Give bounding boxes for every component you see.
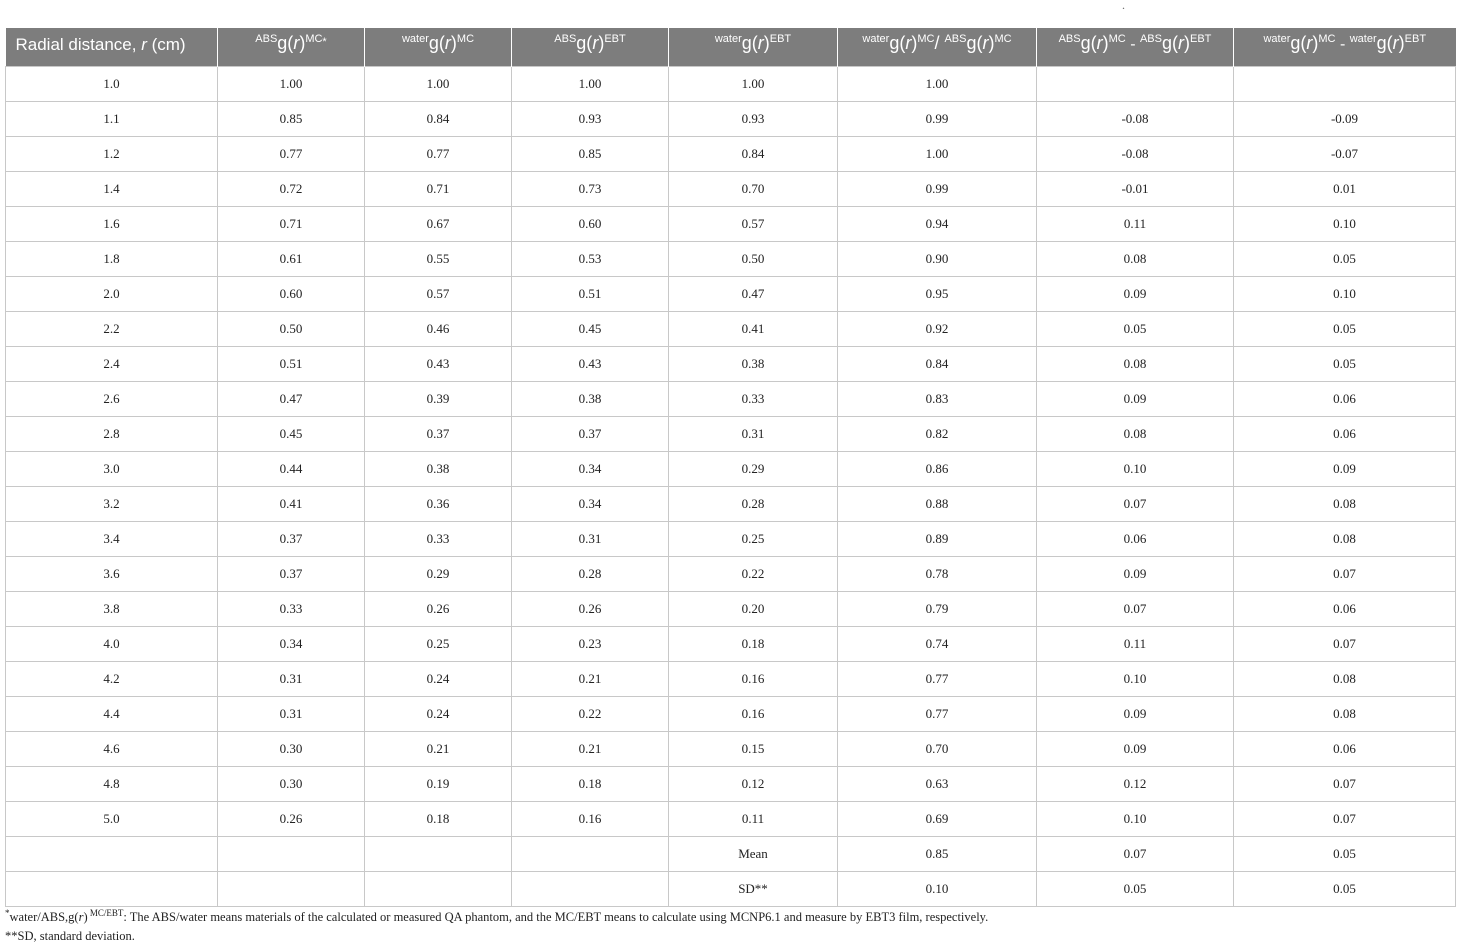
table-cell: 0.34 xyxy=(512,451,669,486)
table-cell: 0.08 xyxy=(1234,486,1456,521)
table-row xyxy=(6,136,1456,171)
table-cell: 0.63 xyxy=(838,766,1037,801)
table-cell: 0.93 xyxy=(669,101,838,136)
table-cell: 0.20 xyxy=(669,591,838,626)
table-cell: 1.0 xyxy=(6,66,218,101)
table-cell: 4.8 xyxy=(6,766,218,801)
table-cell: 0.08 xyxy=(1037,241,1234,276)
table-cell: 0.31 xyxy=(218,661,365,696)
table-cell: 0.31 xyxy=(669,416,838,451)
table-cell: 0.39 xyxy=(365,381,512,416)
table-cell: 0.07 xyxy=(1234,766,1456,801)
footnotes xyxy=(5,908,988,946)
table-cell: 0.51 xyxy=(512,276,669,311)
table-row xyxy=(6,661,1456,696)
table-cell: 0.77 xyxy=(838,696,1037,731)
table-cell: 0.05 xyxy=(1234,346,1456,381)
table-row xyxy=(6,486,1456,521)
table-cell: 0.15 xyxy=(669,731,838,766)
table-row xyxy=(6,451,1456,486)
table-cell: 0.83 xyxy=(838,381,1037,416)
table-cell: 0.11 xyxy=(669,801,838,836)
table-cell: 1.00 xyxy=(218,66,365,101)
table-body xyxy=(6,66,1456,906)
table-cell: 0.24 xyxy=(365,696,512,731)
table-cell: 0.21 xyxy=(512,731,669,766)
table-cell: 0.78 xyxy=(838,556,1037,591)
table-cell: 0.47 xyxy=(669,276,838,311)
table-cell: 0.99 xyxy=(838,171,1037,206)
table-cell: 0.22 xyxy=(669,556,838,591)
table-cell: 0.07 xyxy=(1234,626,1456,661)
table-cell xyxy=(1037,66,1234,101)
table-cell: 0.18 xyxy=(512,766,669,801)
table-cell: 4.6 xyxy=(6,731,218,766)
table-cell: 0.99 xyxy=(838,101,1037,136)
table-cell: 0.34 xyxy=(218,626,365,661)
table-cell: 1.8 xyxy=(6,241,218,276)
table-cell: 0.74 xyxy=(838,626,1037,661)
table-cell: 0.70 xyxy=(669,171,838,206)
table-cell: 1.2 xyxy=(6,136,218,171)
table-cell: 0.29 xyxy=(365,556,512,591)
table-cell: 0.38 xyxy=(669,346,838,381)
table-cell: 0.18 xyxy=(669,626,838,661)
table-cell: 0.77 xyxy=(218,136,365,171)
table-cell xyxy=(6,836,218,871)
table-row xyxy=(6,241,1456,276)
table-cell: 0.84 xyxy=(669,136,838,171)
table-cell: 1.00 xyxy=(838,136,1037,171)
table-cell: 0.09 xyxy=(1234,451,1456,486)
table-cell: 0.86 xyxy=(838,451,1037,486)
table-row xyxy=(6,101,1456,136)
table-cell: 0.31 xyxy=(512,521,669,556)
table-cell: 3.6 xyxy=(6,556,218,591)
table-row xyxy=(6,801,1456,836)
table-cell: 3.0 xyxy=(6,451,218,486)
table-cell: 0.09 xyxy=(1037,381,1234,416)
table-cell xyxy=(365,836,512,871)
table-cell xyxy=(365,871,512,906)
table-cell: 0.53 xyxy=(512,241,669,276)
footnote-sd: **SD, standard deviation. xyxy=(5,929,135,943)
table-cell: 0.90 xyxy=(838,241,1037,276)
table-cell: 0.41 xyxy=(218,486,365,521)
table-row xyxy=(6,66,1456,101)
table-cell: 3.4 xyxy=(6,521,218,556)
table-cell: 0.07 xyxy=(1037,486,1234,521)
table-cell: 0.57 xyxy=(669,206,838,241)
table-cell: 0.71 xyxy=(365,171,512,206)
table-row xyxy=(6,346,1456,381)
table-cell: 0.26 xyxy=(365,591,512,626)
table-cell xyxy=(1234,66,1456,101)
table-row xyxy=(6,416,1456,451)
footnote-abbreviations: *water/ABS,g(r) $^{MC/EBT}$: The ABS/water means materials of the calculated or measured QA phantom, and the MC/EBT means to calculate using MCNP6.1 and measure by EBT3 film, respectively. xyxy=(5,908,989,924)
table-cell: -0.07 xyxy=(1234,136,1456,171)
table-cell: 0.34 xyxy=(512,486,669,521)
table-cell: 4.4 xyxy=(6,696,218,731)
col-header-water-mc: $^{water}g(r)^{MC}$ xyxy=(365,28,512,66)
table-cell: 0.89 xyxy=(838,521,1037,556)
table-cell: 0.18 xyxy=(365,801,512,836)
table-cell xyxy=(218,871,365,906)
table-cell: 0.71 xyxy=(218,206,365,241)
table-cell: 0.93 xyxy=(512,101,669,136)
table-cell: 2.4 xyxy=(6,346,218,381)
table-cell: 1.00 xyxy=(838,66,1037,101)
table-row xyxy=(6,696,1456,731)
table-cell: 0.31 xyxy=(218,696,365,731)
table-cell: 0.46 xyxy=(365,311,512,346)
table-cell: 0.22 xyxy=(512,696,669,731)
table-cell: 0.67 xyxy=(365,206,512,241)
table-cell: 0.50 xyxy=(218,311,365,346)
table-cell: 1.1 xyxy=(6,101,218,136)
table-cell: 0.23 xyxy=(512,626,669,661)
table-cell: 0.16 xyxy=(669,696,838,731)
table-cell: -0.09 xyxy=(1234,101,1456,136)
table-cell: 3.2 xyxy=(6,486,218,521)
table-cell: 0.26 xyxy=(218,801,365,836)
table-row xyxy=(6,871,1456,906)
table-cell: 0.45 xyxy=(218,416,365,451)
table-cell: 0.50 xyxy=(669,241,838,276)
table-cell: 0.07 xyxy=(1234,801,1456,836)
table-cell xyxy=(6,871,218,906)
table-cell: 0.06 xyxy=(1234,591,1456,626)
table-cell: 0.47 xyxy=(218,381,365,416)
table-cell: 0.08 xyxy=(1037,346,1234,381)
table-cell: 1.00 xyxy=(512,66,669,101)
table-cell: 3.8 xyxy=(6,591,218,626)
table-cell: 2.6 xyxy=(6,381,218,416)
table-cell: 0.10 xyxy=(1234,206,1456,241)
table-cell: 0.29 xyxy=(669,451,838,486)
table-cell: 0.30 xyxy=(218,731,365,766)
table-cell: 0.06 xyxy=(1234,416,1456,451)
table-cell: 0.12 xyxy=(669,766,838,801)
table-cell: 0.05 xyxy=(1234,836,1456,871)
table-cell: 0.33 xyxy=(218,591,365,626)
table-cell: 0.41 xyxy=(669,311,838,346)
table-cell: 0.38 xyxy=(512,381,669,416)
table-cell: -0.08 xyxy=(1037,136,1234,171)
table-cell: 0.08 xyxy=(1234,521,1456,556)
table-cell: 0.19 xyxy=(365,766,512,801)
col-header-ratio-water-abs-mc: $^{water}g(r)^{MC}/$ $^{ABS}g(r)^{MC}$ xyxy=(838,28,1037,66)
table-cell: 0.79 xyxy=(838,591,1037,626)
table-cell: 0.08 xyxy=(1234,696,1456,731)
table-row xyxy=(6,521,1456,556)
table-cell: 0.92 xyxy=(838,311,1037,346)
table-cell xyxy=(512,836,669,871)
table-cell: 0.45 xyxy=(512,311,669,346)
table-row xyxy=(6,766,1456,801)
table-cell: 5.0 xyxy=(6,801,218,836)
table-row xyxy=(6,591,1456,626)
table-cell: 1.6 xyxy=(6,206,218,241)
table-cell: 0.70 xyxy=(838,731,1037,766)
table-cell: 0.21 xyxy=(512,661,669,696)
table-cell: 0.69 xyxy=(838,801,1037,836)
col-header-abs-mc: $^{ABS}g(r)^{MC*}$ xyxy=(218,28,365,66)
data-table xyxy=(5,28,1456,907)
table-cell: 0.37 xyxy=(218,556,365,591)
table-cell: 0.84 xyxy=(838,346,1037,381)
table-cell: 0.10 xyxy=(1037,661,1234,696)
table-cell: 0.37 xyxy=(218,521,365,556)
table-cell: 0.26 xyxy=(512,591,669,626)
table-row xyxy=(6,206,1456,241)
table-cell: 0.09 xyxy=(1037,556,1234,591)
col-header-radial-distance: Radial distance, r (cm) xyxy=(6,28,218,66)
table-cell: 0.21 xyxy=(365,731,512,766)
header-row xyxy=(6,28,1456,66)
table-row xyxy=(6,276,1456,311)
table-cell: 0.73 xyxy=(512,171,669,206)
table-cell: 0.55 xyxy=(365,241,512,276)
table-cell xyxy=(512,871,669,906)
col-header-diff-abs-mc-ebt: $^{ABS}g(r)^{MC} - ^{ABS}g(r)^{EBT}$ xyxy=(1037,28,1234,66)
table-cell: 0.06 xyxy=(1037,521,1234,556)
table-row xyxy=(6,626,1456,661)
table-cell: 0.28 xyxy=(512,556,669,591)
table-row xyxy=(6,836,1456,871)
table-row xyxy=(6,731,1456,766)
table-cell: 0.05 xyxy=(1037,311,1234,346)
table-cell: 0.25 xyxy=(365,626,512,661)
table-cell: 0.60 xyxy=(218,276,365,311)
table-cell: 0.05 xyxy=(1037,871,1234,906)
table-cell: 0.37 xyxy=(512,416,669,451)
table-cell: 0.10 xyxy=(1037,801,1234,836)
table-cell: 0.07 xyxy=(1037,836,1234,871)
table-row xyxy=(6,381,1456,416)
table-cell: 0.25 xyxy=(669,521,838,556)
table-cell: Mean xyxy=(669,836,838,871)
table-cell: 0.43 xyxy=(512,346,669,381)
table-cell: 0.01 xyxy=(1234,171,1456,206)
table-cell: 0.06 xyxy=(1234,731,1456,766)
table-cell: 0.09 xyxy=(1037,276,1234,311)
table-cell: 0.06 xyxy=(1234,381,1456,416)
table-row xyxy=(6,556,1456,591)
table-cell: 2.0 xyxy=(6,276,218,311)
table-cell: 0.08 xyxy=(1234,661,1456,696)
table-cell: -0.08 xyxy=(1037,101,1234,136)
table-cell: 0.10 xyxy=(1037,451,1234,486)
col-header-diff-water-mc-ebt: $^{water}g(r)^{MC} - ^{water}g(r)^{EBT}$ xyxy=(1234,28,1456,66)
table-cell: 1.00 xyxy=(365,66,512,101)
table-row xyxy=(6,311,1456,346)
table-cell: 0.85 xyxy=(838,836,1037,871)
table-cell: -0.01 xyxy=(1037,171,1234,206)
table-cell: 0.11 xyxy=(1037,206,1234,241)
table-row xyxy=(6,171,1456,206)
table-cell: 0.09 xyxy=(1037,696,1234,731)
table-cell: 0.07 xyxy=(1037,591,1234,626)
page-mark: . xyxy=(1122,0,1125,12)
table-cell: 0.28 xyxy=(669,486,838,521)
table-cell: 2.8 xyxy=(6,416,218,451)
col-header-water-ebt: $^{water}g(r)^{EBT}$ xyxy=(669,28,838,66)
table-cell: 0.16 xyxy=(512,801,669,836)
table-cell: 0.09 xyxy=(1037,731,1234,766)
table-cell: 0.07 xyxy=(1234,556,1456,591)
table-cell: 0.08 xyxy=(1037,416,1234,451)
table-cell: 0.57 xyxy=(365,276,512,311)
table-cell: 4.2 xyxy=(6,661,218,696)
table-cell: 0.05 xyxy=(1234,311,1456,346)
table-cell: 0.33 xyxy=(365,521,512,556)
table-cell: 0.61 xyxy=(218,241,365,276)
table-cell: 0.38 xyxy=(365,451,512,486)
table-cell: 0.60 xyxy=(512,206,669,241)
table-cell: 0.43 xyxy=(365,346,512,381)
table-cell: 0.77 xyxy=(365,136,512,171)
table-cell: 0.77 xyxy=(838,661,1037,696)
table-cell: 0.82 xyxy=(838,416,1037,451)
table-cell: 1.00 xyxy=(669,66,838,101)
table-cell: 0.16 xyxy=(669,661,838,696)
table-cell: 0.10 xyxy=(838,871,1037,906)
table-cell: 0.30 xyxy=(218,766,365,801)
table-cell: 0.95 xyxy=(838,276,1037,311)
table-cell: 0.24 xyxy=(365,661,512,696)
table-cell: 0.33 xyxy=(669,381,838,416)
table-cell: 0.85 xyxy=(218,101,365,136)
table-cell: 1.4 xyxy=(6,171,218,206)
table-cell: 0.11 xyxy=(1037,626,1234,661)
table-cell: 0.51 xyxy=(218,346,365,381)
table-cell: SD** xyxy=(669,871,838,906)
table-cell: 0.36 xyxy=(365,486,512,521)
table-cell: 0.44 xyxy=(218,451,365,486)
table-cell: 0.12 xyxy=(1037,766,1234,801)
table-cell xyxy=(218,836,365,871)
table-cell: 0.05 xyxy=(1234,241,1456,276)
col-header-abs-ebt: $^{ABS}g(r)^{EBT}$ xyxy=(512,28,669,66)
table-cell: 0.05 xyxy=(1234,871,1456,906)
table-cell: 0.37 xyxy=(365,416,512,451)
table-cell: 0.88 xyxy=(838,486,1037,521)
table-cell: 0.10 xyxy=(1234,276,1456,311)
table-cell: 0.72 xyxy=(218,171,365,206)
table-cell: 0.84 xyxy=(365,101,512,136)
table-cell: 2.2 xyxy=(6,311,218,346)
table-cell: 0.94 xyxy=(838,206,1037,241)
table-cell: 4.0 xyxy=(6,626,218,661)
table-cell: 0.85 xyxy=(512,136,669,171)
